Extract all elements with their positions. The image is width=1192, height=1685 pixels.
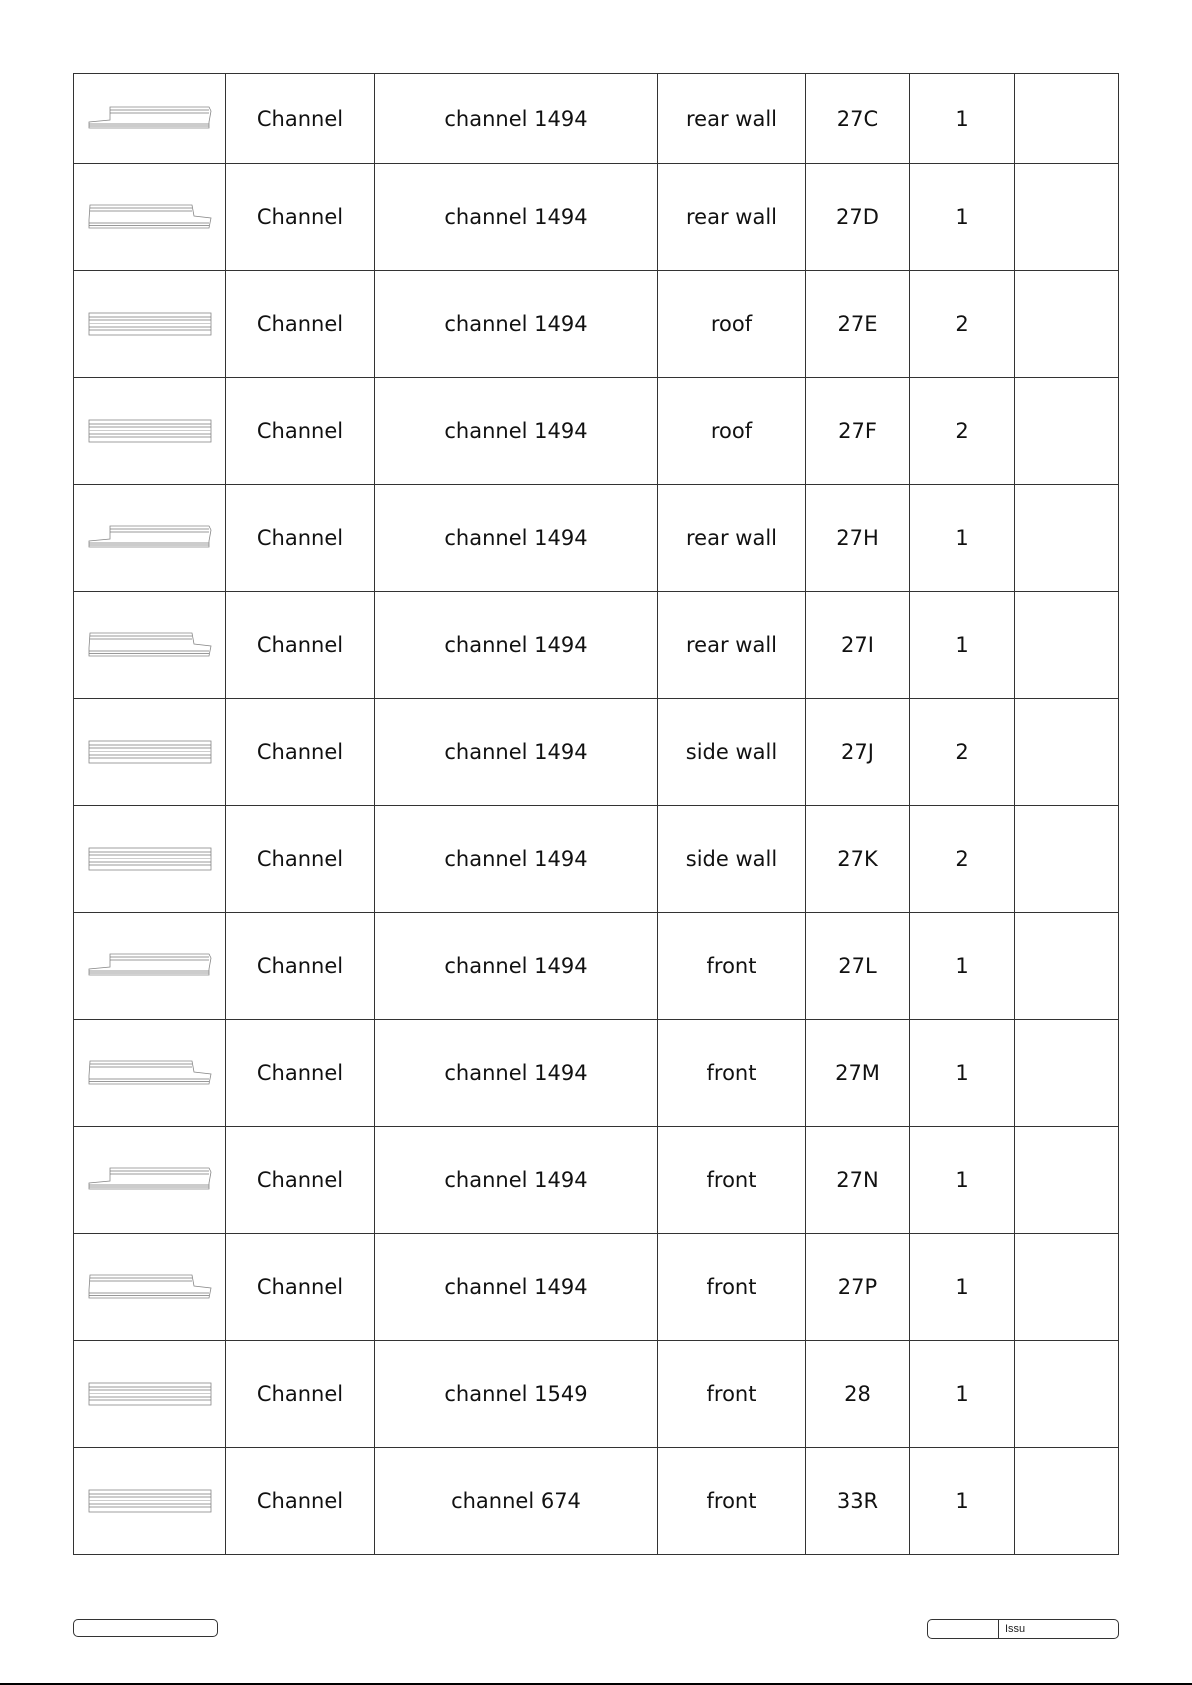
- channel-profile-icon: [88, 737, 212, 767]
- part-ref-cell: 27N: [806, 1127, 910, 1234]
- part-ref-cell: 27C: [806, 74, 910, 164]
- blank-cell: [1015, 913, 1119, 1020]
- part-qty-cell: 1: [910, 913, 1015, 1020]
- part-qty-cell: 2: [910, 806, 1015, 913]
- part-description-cell: channel 1494: [375, 378, 658, 485]
- part-location-cell: front: [658, 1234, 806, 1341]
- blank-cell: [1015, 485, 1119, 592]
- part-qty-cell: 1: [910, 74, 1015, 164]
- part-location-cell: rear wall: [658, 74, 806, 164]
- footer-issue-label: Issu: [1005, 1623, 1026, 1635]
- part-location-cell: side wall: [658, 806, 806, 913]
- part-type-cell: Channel: [226, 485, 375, 592]
- part-ref-cell: 27J: [806, 699, 910, 806]
- part-location-cell: roof: [658, 378, 806, 485]
- part-description-cell: channel 1494: [375, 164, 658, 271]
- part-qty-cell: 1: [910, 1020, 1015, 1127]
- part-image-cell: [74, 378, 226, 485]
- table-row: [74, 1020, 1119, 1127]
- blank-cell: [1015, 592, 1119, 699]
- part-type-cell: Channel: [226, 164, 375, 271]
- part-type-cell: Channel: [226, 271, 375, 378]
- part-ref-cell: 27L: [806, 913, 910, 1020]
- part-qty-cell: 1: [910, 164, 1015, 271]
- table-row: [74, 271, 1119, 378]
- blank-cell: [1015, 164, 1119, 271]
- part-image-cell: [74, 913, 226, 1020]
- blank-cell: [1015, 1234, 1119, 1341]
- channel-profile-icon: [88, 951, 212, 981]
- table-row: [74, 74, 1119, 164]
- part-image-cell: [74, 164, 226, 271]
- channel-profile-icon: [88, 523, 212, 553]
- part-description-cell: channel 1549: [375, 1341, 658, 1448]
- part-description-cell: channel 1494: [375, 74, 658, 164]
- channel-profile-icon: [88, 202, 212, 232]
- part-type-cell: Channel: [226, 592, 375, 699]
- part-image-cell: [74, 271, 226, 378]
- part-type-cell: Channel: [226, 74, 375, 164]
- channel-profile-icon: [88, 1058, 212, 1088]
- part-image-cell: [74, 592, 226, 699]
- channel-profile-icon: [88, 844, 212, 874]
- channel-profile-icon: [88, 416, 212, 446]
- part-qty-cell: 1: [910, 1234, 1015, 1341]
- table-row: [74, 699, 1119, 806]
- part-qty-cell: 1: [910, 1341, 1015, 1448]
- part-type-cell: Channel: [226, 1127, 375, 1234]
- part-qty-cell: 2: [910, 699, 1015, 806]
- channel-profile-icon: [88, 1165, 212, 1195]
- part-image-cell: [74, 1234, 226, 1341]
- part-image-cell: [74, 699, 226, 806]
- part-image-cell: [74, 1448, 226, 1555]
- table-row: [74, 1448, 1119, 1555]
- part-ref-cell: 27P: [806, 1234, 910, 1341]
- part-type-cell: Channel: [226, 1234, 375, 1341]
- part-location-cell: front: [658, 1020, 806, 1127]
- channel-profile-icon: [88, 309, 212, 339]
- part-type-cell: Channel: [226, 1341, 375, 1448]
- part-image-cell: [74, 1020, 226, 1127]
- part-description-cell: channel 1494: [375, 699, 658, 806]
- part-location-cell: roof: [658, 271, 806, 378]
- part-location-cell: front: [658, 1341, 806, 1448]
- channel-profile-icon: [88, 630, 212, 660]
- part-description-cell: channel 1494: [375, 1127, 658, 1234]
- part-type-cell: Channel: [226, 699, 375, 806]
- parts-table: [73, 73, 1119, 1555]
- part-location-cell: front: [658, 1127, 806, 1234]
- part-qty-cell: 2: [910, 378, 1015, 485]
- table-row: [74, 913, 1119, 1020]
- channel-profile-icon: [88, 1379, 212, 1409]
- channel-profile-icon: [88, 104, 212, 134]
- part-location-cell: rear wall: [658, 485, 806, 592]
- part-ref-cell: 27K: [806, 806, 910, 913]
- table-row: [74, 485, 1119, 592]
- blank-cell: [1015, 378, 1119, 485]
- blank-cell: [1015, 74, 1119, 164]
- part-description-cell: channel 1494: [375, 913, 658, 1020]
- part-description-cell: channel 1494: [375, 592, 658, 699]
- table-row: [74, 164, 1119, 271]
- table-row: [74, 1341, 1119, 1448]
- part-location-cell: side wall: [658, 699, 806, 806]
- table-row: [74, 1127, 1119, 1234]
- part-image-cell: [74, 1127, 226, 1234]
- part-description-cell: channel 1494: [375, 806, 658, 913]
- part-ref-cell: 28: [806, 1341, 910, 1448]
- part-ref-cell: 33R: [806, 1448, 910, 1555]
- part-description-cell: channel 1494: [375, 1234, 658, 1341]
- part-location-cell: rear wall: [658, 592, 806, 699]
- part-location-cell: front: [658, 1448, 806, 1555]
- part-image-cell: [74, 485, 226, 592]
- channel-profile-icon: [88, 1486, 212, 1516]
- table-row: [74, 806, 1119, 913]
- part-ref-cell: 27D: [806, 164, 910, 271]
- part-image-cell: [74, 806, 226, 913]
- part-description-cell: channel 1494: [375, 485, 658, 592]
- blank-cell: [1015, 806, 1119, 913]
- footer-issue-box: [927, 1619, 1119, 1639]
- part-location-cell: front: [658, 913, 806, 1020]
- blank-cell: [1015, 1341, 1119, 1448]
- part-type-cell: Channel: [226, 1020, 375, 1127]
- table-row: [74, 592, 1119, 699]
- blank-cell: [1015, 1448, 1119, 1555]
- table-row: [74, 378, 1119, 485]
- part-qty-cell: 1: [910, 1448, 1015, 1555]
- part-ref-cell: 27F: [806, 378, 910, 485]
- channel-profile-icon: [88, 1272, 212, 1302]
- blank-cell: [1015, 699, 1119, 806]
- part-description-cell: channel 674: [375, 1448, 658, 1555]
- part-ref-cell: 27H: [806, 485, 910, 592]
- part-image-cell: [74, 1341, 226, 1448]
- part-description-cell: channel 1494: [375, 271, 658, 378]
- part-qty-cell: 1: [910, 592, 1015, 699]
- footer-issue-blank-cell: [928, 1620, 999, 1638]
- part-ref-cell: 27E: [806, 271, 910, 378]
- part-description-cell: channel 1494: [375, 1020, 658, 1127]
- part-ref-cell: 27M: [806, 1020, 910, 1127]
- parts-table-body: [74, 74, 1119, 1555]
- table-row: [74, 1234, 1119, 1341]
- part-location-cell: rear wall: [658, 164, 806, 271]
- part-type-cell: Channel: [226, 1448, 375, 1555]
- part-image-cell: [74, 74, 226, 164]
- part-ref-cell: 27I: [806, 592, 910, 699]
- blank-cell: [1015, 1127, 1119, 1234]
- part-type-cell: Channel: [226, 806, 375, 913]
- blank-cell: [1015, 271, 1119, 378]
- footer-left-box: [73, 1619, 218, 1637]
- blank-cell: [1015, 1020, 1119, 1127]
- part-type-cell: Channel: [226, 378, 375, 485]
- part-type-cell: Channel: [226, 913, 375, 1020]
- part-qty-cell: 2: [910, 271, 1015, 378]
- part-qty-cell: 1: [910, 485, 1015, 592]
- part-qty-cell: 1: [910, 1127, 1015, 1234]
